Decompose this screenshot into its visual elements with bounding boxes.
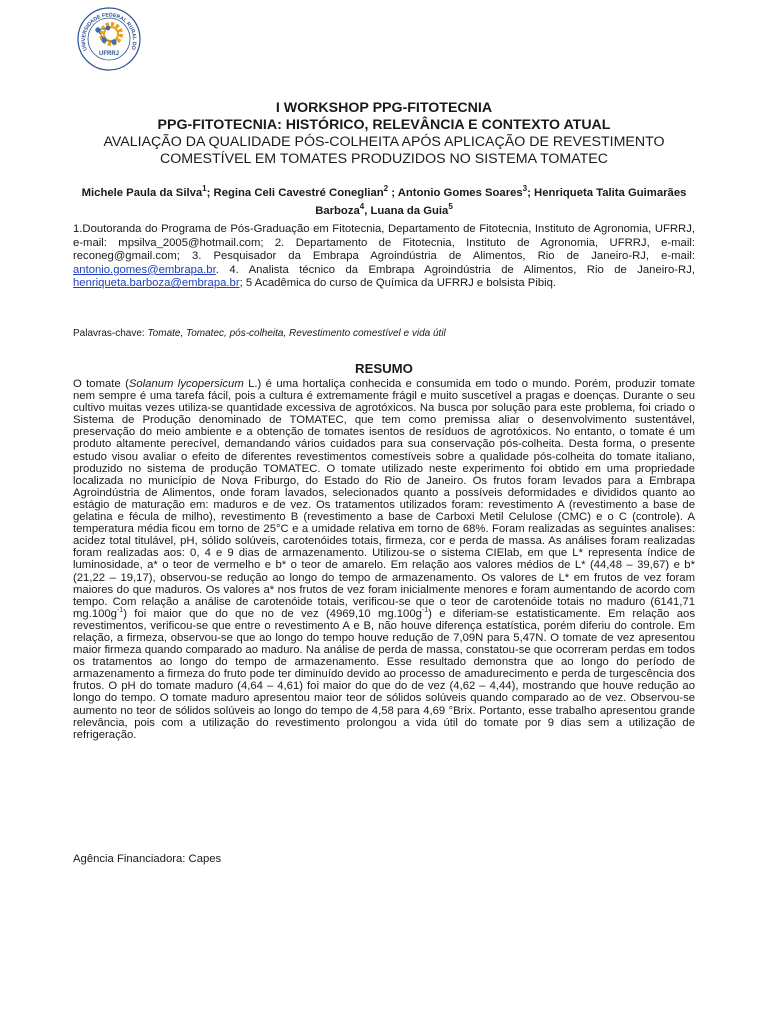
author-name: Henriqueta Talita Guimarães Barboza: [315, 186, 687, 218]
author-sup: 5: [448, 202, 453, 212]
author-name: Michele Paula da Silva: [81, 186, 203, 199]
author-sup: 1: [202, 184, 207, 193]
keywords-text: Tomate, Tomatec, pós-colheita, Revestimento comestível e vida útil: [147, 328, 446, 339]
author-sup: 2: [383, 184, 389, 193]
logo-abbr: UFRRJ: [98, 51, 120, 57]
author-name: Regina Celi Cavestré Coneglian: [213, 186, 384, 199]
university-logo: [76, 6, 142, 72]
author-sup: 4: [359, 202, 365, 212]
abstract-text: L.) é uma hortaliça conhecida e consumida em todo o mundo. Porém, produzir tomate nem sempre é uma tarefa fácil, pois a cultura é extremamente frágil e muito suscetível a pragas e doenças. Durante o seu cultivo muitas vezes utiliza-se quantidade excessiva de agrotóxicos. Na busca por solução para este problema, foi criado o Sistema de Produção denominado de TOMATEC, que tem como premissa aliar o desenvolvimento sustentável, preservação do meio ambiente e a obtenção de tomates isentos de resíduos de agrotóxicos. No entanto, o tomate é um produto altamente perecível, demandando vários cuidados para sua conservação pós-colheita. Desta forma, o presente estudo visou avaliar o efeito de diferentes revestimentos comestíveis sobre a qualidade pós-colheita do tomate italiano, produzido no sistema de produção TOMATEC. O tomate utilizado neste experimento foi obtido em uma propriedade localizada no município de Nova Friburgo, do Estado do Rio de Janeiro. Os frutos foram levados para a Embrapa Agroindústria de Alimentos, onde foram lavados, selecionados quanto a possíveis deformidades e divididos quanto ao estágio de maturação em: maduros e de vez. Os tratamentos utilizados foram: revestimento A (revestimento a base de gelatina e fécula de milho), revestimento B (revestimento a base de Carboxi Metil Celulose (CMC) e o C (controle). A temperatura média ficou em torno de 25°C e a umidade relativa em torno de 68%. Foram realizadas as seguintes analises: acidez total titulável, pH, sólido solúveis, carotenóides totais, firmeza, cor e perda de massa. As análises foram realizadas foram realizadas aos: 0, 4 e 9 dias de armazenamento. Utilizou-se o sistema CIElab, em que L* representa índice de luminosidade, a* o teor de vermelho e b* o teor de amarelo. Em relação aos valores médios de L* (44,48 – 39,67) e b* (21,22 – 19,17), observou-se redução ao longo do tempo de armazenamento. Os valores de L* em frutos de vez foram maiores do que maduros. Os valores a* nos frutos de vez foram inicialmente menores e foram aumentando de acordo com tempo. Com relação a análise de carotenóide totais, verificou-se que o teor de carotenóide totais no maduro (6141,71 mg.100g: [73, 378, 695, 620]
abstract-text: ) foi maior que do que no de vez (4969,10 mg.100g: [123, 607, 422, 620]
keywords-label: Palavras-chave:: [73, 328, 148, 339]
email-link-antonio[interactable]: antonio.gomes@embrapa.br: [73, 263, 216, 276]
abstract-body: [73, 378, 695, 741]
keywords: [73, 327, 695, 340]
author-name: Antonio Gomes Soares: [397, 186, 523, 199]
network-dots-icon: [96, 26, 117, 44]
abstract-text: O tomate (: [73, 378, 129, 390]
superscript: -1: [421, 607, 429, 615]
email-link-henriqueta[interactable]: henriqueta.barboza@embrapa.br: [73, 277, 240, 290]
funding-agency: Agência Financiadora: Capes: [73, 853, 222, 865]
superscript: -1: [116, 607, 124, 615]
species-name: Solanum lycopersicum: [128, 378, 244, 390]
ufrrj-seal-icon: [76, 6, 142, 72]
abstract-text: ) e diferiam-se estatisticamente. Em relação aos revestimentos, verificou-se que entre o revestimento A e B, não houve diferença estatística, porém diferiu do controle. Em relação, a firmeza, observou-se que ao longo do tempo houve redução de 7,09N para 5,47N. O tomate de vez apresentou maior firmeza quando comparado ao maduro. Na análise de perda de massa, constatou-se que ocorreram perdas em todos os tratamentos ao longo do tempo de armazenamento. Esse resultado demonstra que ao longo do período de armazenamento a firmeza do fruto pode ter diminuído devido ao processo de amadurecimento e perda de turgescência dos frutos. O pH do tomate maduro (4,64 – 4,61) foi maior do que do de vez (4,62 – 4,44), mostrando que houve redução ao longo do tempo. O tomate maduro apresentou maior teor de sólidos solúveis quando comparado ao de vez. Observou-se aumento no teor de sólidos solúveis ao longo do tempo de 4,58 para 4,69 °Brix. Portanto, esse trabalho apresentou grande relevância, pois com a utilização do revestimento prolongou a vida útil do tomate por 9 dias sem a utilização de refrigeração.: [73, 607, 695, 741]
affiliation-text: ; 5 Acadêmica do curso de Química da UFRRJ e bolsista Pibiq.: [239, 277, 557, 290]
logo-ring-text: UNIVERSIDADE FEDERAL RURAL DO: [80, 12, 138, 52]
section-heading-resumo: RESUMO: [355, 361, 413, 376]
header: [60, 100, 708, 167]
paper-title-line1: AVALIAÇÃO DA QUALIDADE PÓS-COLHEITA APÓS APLICAÇÃO DE REVESTIMENTO: [103, 134, 665, 150]
workshop-title: I WORKSHOP PPG-FITOTECNIA: [275, 100, 493, 116]
author-name: Luana da Guia: [370, 205, 449, 218]
author-sup: 3: [522, 184, 528, 193]
paper-title-line2: COMESTÍVEL EM TOMATES PRODUZIDOS NO SISTEMA TOMATEC: [159, 150, 609, 167]
affiliation-text: 1.Doutoranda do Programa de Pós-Graduação em Fitotecnia, Departamento de Fitotecnia, Instituto de Agronomia, UFRRJ, e-mail: mpsilva_2005@hotmail.com; 2. Departamento de Fitotecnia, Instituto de Agronomia, UFRRJ, e-mail: reconeg@gmail.com; 3. Pesquisador da Embrapa Agroindústria de Alimentos, Rio de Janeiro-RJ, e-mail:: [73, 223, 695, 263]
affiliation-text: . 4. Analista técnico da Embrapa Agroindústria de Alimentos, Rio de Janeiro-RJ,: [215, 263, 695, 276]
workshop-subtitle: PPG-FITOTECNIA: HISTÓRICO, RELEVÂNCIA E CONTEXTO ATUAL: [157, 117, 611, 133]
affiliations: [73, 223, 695, 291]
author-list: Michele Paula da Silva$^1$; Regina Celi Cavestré Coneglian$^2$ ; Antonio Gomes Soares$^3$; Henriqueta Talita Guimarães Barboza$^4$, Luana da Guia$^5$: [81, 184, 687, 218]
